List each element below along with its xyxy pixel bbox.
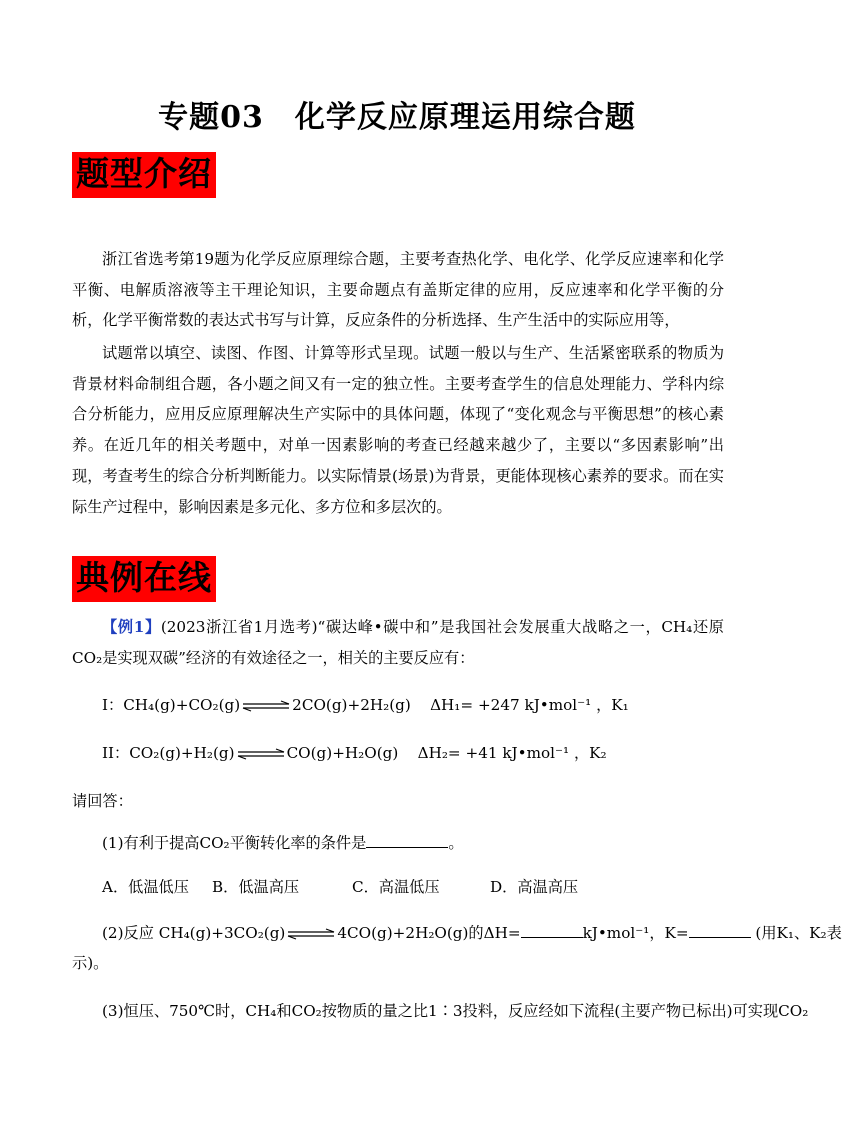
- intro-paragraph-2: 试题常以填空、读图、作图、计算等形式呈现。试题一般以与生产、生活紧密联系的物质为背景材料命制组合题，各小题之间又有一定的独立性。主要考查学生的信息处理能力、学科内综合分析能力，应用反应原理解决生产实际中的具体问题，体现了“变化观念与平衡思想”的核心素养。在近几年的相关考题中，对单一因素影响的考查已经越来越少了，主要以“多因素影响”出现，考查考生的综合分析判断能力。以实际情景(场景)为背景，更能体现核心素养的要求。而在实际生产过程中，影响因素是多元化、多方位和多层次的。: [72, 344, 724, 516]
- example-label: 【例1】: [102, 618, 161, 636]
- option-b[interactable]: B．低温高压: [212, 878, 300, 896]
- question-2-hint: (用K₁、K₂表: [755, 924, 842, 942]
- reaction-1-enthalpy: ΔH₁= +247 kJ•mol⁻¹: [430, 696, 592, 714]
- question-1-end: 。: [448, 834, 464, 852]
- intro-paragraph-1: 浙江省选考第19题为化学反应原理综合题，主要考查热化学、电化学、化学反应速率和化学平衡、电解质溶液等主干理论知识，主要命题点有盖斯定律的应用，反应速率和化学平衡的分析，化学平衡常数的表达式书写与计算，反应条件的分析选择、生产生活中的实际应用等，: [72, 250, 724, 330]
- answer-prompt: 请回答：: [72, 792, 133, 810]
- reaction-2-enthalpy: ΔH₂= +41 kJ•mol⁻¹: [417, 744, 570, 762]
- equilibrium-arrow-icon: [243, 701, 289, 711]
- reaction-1-constant: ，K₁: [596, 696, 629, 714]
- question-2: [102, 918, 842, 948]
- question-2-continued: 示)。: [72, 954, 109, 972]
- question-2-products: 4CO(g)+2H₂O(g)的ΔH=: [337, 924, 521, 942]
- reaction-1: [102, 690, 742, 720]
- reaction-1-products: 2CO(g)+2H₂(g): [292, 696, 411, 714]
- option-a[interactable]: A．低温低压: [102, 878, 189, 896]
- question-2-unit: kJ•mol⁻¹，K=: [582, 924, 689, 942]
- example-text: (2023浙江省1月选考)“碳达峰•碳中和”是我国社会发展重大战略之一，CH₄还原CO₂是实现双碳”经济的有效途径之一，相关的主要反应有：: [72, 618, 724, 667]
- equilibrium-arrow-icon: [238, 749, 284, 759]
- question-2-reactants: (2)反应 CH₄(g)+3CO₂(g): [102, 924, 286, 942]
- question-1-answer-blank[interactable]: [366, 833, 448, 848]
- question-1: [102, 828, 742, 858]
- option-d[interactable]: D．高温高压: [490, 878, 579, 896]
- example-1-paragraph: [72, 612, 724, 673]
- reaction-1-reactants: CH₄(g)+CO₂(g): [123, 696, 241, 714]
- option-c[interactable]: C．高温低压: [352, 878, 440, 896]
- question-1-text: (1)有利于提高CO₂平衡转化率的条件是: [102, 834, 367, 852]
- question-3: (3)恒压、750℃时，CH₄和CO₂按物质的量之比1∶3投料，反应经如下流程(主要产物已标出)可实现CO₂: [102, 1002, 809, 1020]
- equilibrium-arrow-icon: [288, 929, 334, 939]
- reaction-2-number: II：: [102, 744, 130, 762]
- reaction-2: [102, 738, 742, 768]
- reaction-2-constant: ，K₂: [573, 744, 607, 762]
- page-title: 专题03 化学反应原理运用综合题: [158, 100, 636, 135]
- reaction-1-number: I：: [102, 696, 124, 714]
- reaction-2-reactants: CO₂(g)+H₂(g): [129, 744, 235, 762]
- constant-answer-blank[interactable]: [689, 923, 751, 938]
- section-heading-question-type: 题型介绍: [72, 152, 216, 198]
- enthalpy-answer-blank[interactable]: [521, 923, 583, 938]
- reaction-2-products: CO(g)+H₂O(g): [286, 744, 399, 762]
- question-1-options: [102, 872, 742, 902]
- section-heading-examples: 典例在线: [72, 556, 216, 602]
